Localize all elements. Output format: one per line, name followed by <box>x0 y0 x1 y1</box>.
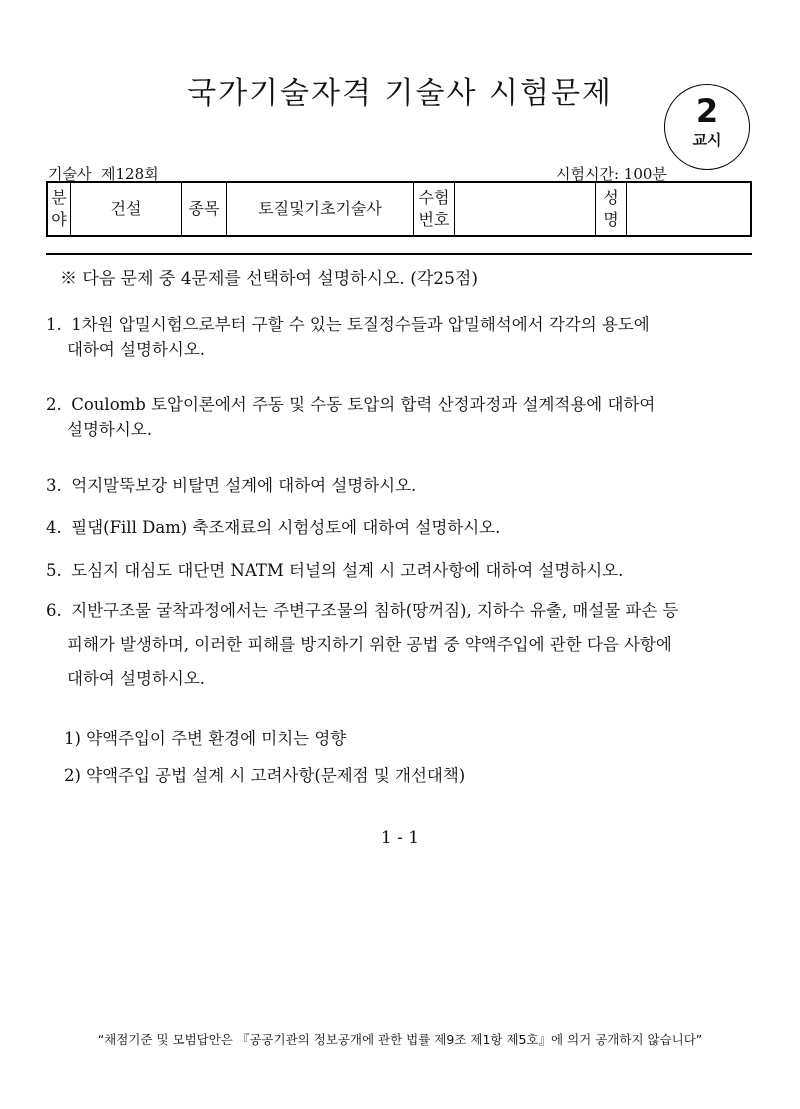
category-value: 토질및기초기술사 <box>227 182 414 236</box>
exam-title: 국가기술자격 기술사 시험문제 <box>187 76 613 111</box>
field-value: 건설 <box>71 182 182 236</box>
question-4: 4. 필댐(Fill Dam) 축조재료의 시험성토에 대하여 설명하시오. <box>46 518 501 537</box>
period-badge <box>664 84 750 170</box>
exam-number-label: 수험 번호 <box>414 182 455 236</box>
exam-number-field[interactable] <box>455 182 596 236</box>
category-label: 종목 <box>182 182 227 236</box>
exam-time: 시험시간: 100분 <box>556 165 667 183</box>
period-label: 교시 <box>692 131 722 149</box>
page-number: 1 - 1 <box>380 828 420 848</box>
divider <box>46 253 752 255</box>
period-number: 2 <box>695 92 719 130</box>
question-2: 2. Coulomb 토압이론에서 주동 및 수동 토압의 합력 산정과정과 설계적용에 대하여 설명하시오. <box>46 395 656 439</box>
question-6-sub-2: 2) 약액주입 공법 설계 시 고려사항(문제점 및 개선대책) <box>64 766 466 785</box>
name-label: 성 명 <box>596 182 627 236</box>
instruction: ※ 다음 문제 중 4문제를 선택하여 설명하시오. (각25점) <box>60 269 478 289</box>
exam-round: 기술사 제128회 <box>48 165 159 183</box>
exam-info-table <box>46 181 752 237</box>
question-6: 6. 지반구조물 굴착과정에서는 주변구조물의 침하(땅꺼짐), 지하수 유출, 매설물 파손 등 피해가 발생하며, 이러한 피해를 방지하기 위한 공법 중 약액주입에 관한 다음 사항에 대하여 설명하시오. <box>46 601 679 688</box>
question-6-sub-1: 1) 약액주입이 주변 환경에 미치는 영향 <box>64 729 347 748</box>
disclosure-footer: “채점기준 및 모범답안은 『공공기관의 정보공개에 관한 법률 제9조 제1항 제5호』에 의거 공개하지 않습니다” <box>97 1032 703 1047</box>
question-3: 3. 억지말뚝보강 비탈면 설계에 대하여 설명하시오. <box>46 476 417 495</box>
question-5: 5. 도심지 대심도 대단면 NATM 터널의 설계 시 고려사항에 대하여 설명하시오. <box>46 561 624 580</box>
question-1: 1. 1차원 압밀시험으로부터 구할 수 있는 토질정수들과 압밀해석에서 각각의 용도에 대하여 설명하시오. <box>46 315 650 359</box>
name-field[interactable] <box>627 182 752 236</box>
field-label: 분 야 <box>47 182 71 236</box>
